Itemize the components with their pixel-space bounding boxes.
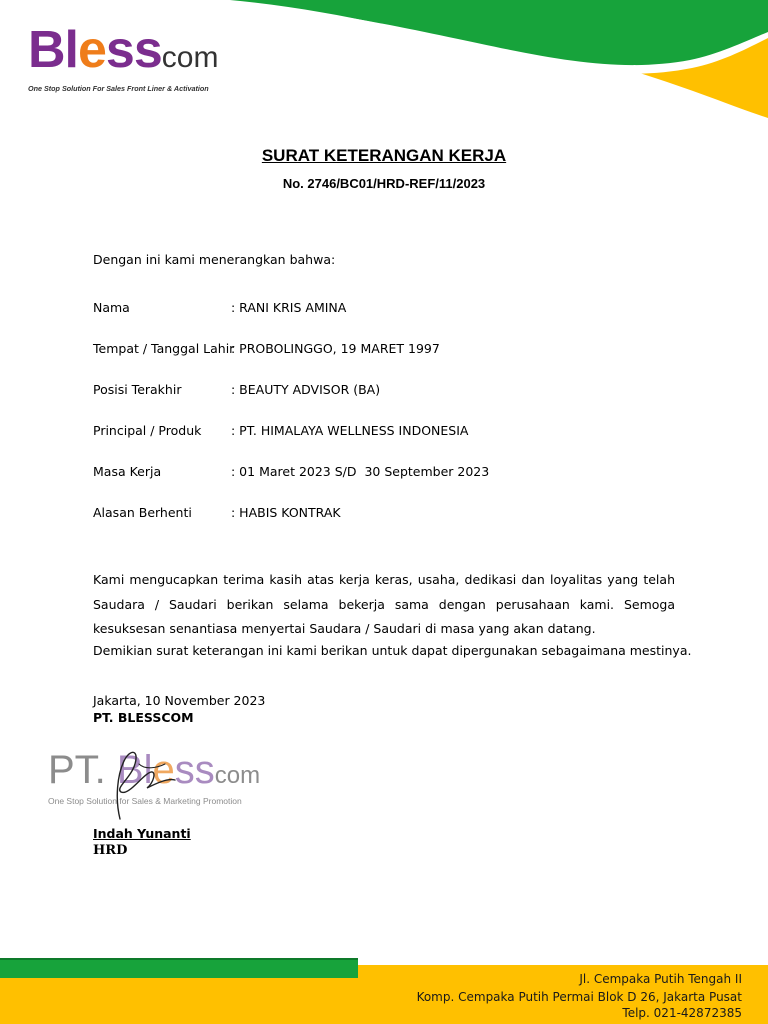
footer-phone: Telp. 021-42872385 (622, 1006, 742, 1020)
field-value-principal-produk: : PT. HIMALAYA WELLNESS INDONESIA (231, 423, 469, 438)
field-label-nama: Nama (93, 300, 130, 315)
blesscom-logo (28, 21, 238, 93)
footer-green-bar (0, 958, 358, 978)
company-name: PT. BLESSCOM (93, 710, 194, 725)
handwritten-signature (95, 744, 185, 824)
logo-tagline: One Stop Solution For Sales Front Liner & Activation (28, 84, 209, 93)
field-label-alasan-berhenti: Alasan Berhenti (93, 505, 192, 520)
place-date: Jakarta, 10 November 2023 (93, 693, 266, 708)
signer-role: HRD (93, 843, 128, 858)
field-label-tempat-tanggal-lahir: Tempat / Tanggal Lahir (93, 341, 235, 356)
field-value-masa-kerja: : 01 Maret 2023 S/D 30 September 2023 (231, 464, 490, 479)
stamp-tagline: One Stop Solution for Sales & Marketing Promotion (48, 796, 242, 806)
field-value-tempat-tanggal-lahir: : PROBOLINGGO, 19 MARET 1997 (231, 341, 440, 356)
field-value-alasan-berhenti: : HABIS KONTRAK (231, 505, 341, 520)
document-title: SURAT KETERANGAN KERJA (261, 146, 507, 165)
field-label-masa-kerja: Masa Kerja (93, 464, 162, 479)
footer-green-edge (0, 958, 358, 960)
field-label-principal-produk: Principal / Produk (93, 423, 202, 438)
thank-you-paragraph: Kami mengucapkan terima kasih atas kerja keras, usaha, dedikasi dan loyalitas yang telah Saudara / Saudari berikan selama bekerja sama dengan perusahaan kami. Semoga kesuksesan senantiasa menyertai Saudara / Saudari di masa yang akan datang. (93, 572, 675, 636)
intro-text: Dengan ini kami menerangkan bahwa: (93, 252, 336, 267)
stamp-wordmark: PT. Blesscom (48, 748, 261, 792)
field-value-nama: : RANI KRIS AMINA (231, 300, 347, 315)
document-number: No. 2746/BC01/HRD-REF/11/2023 (282, 176, 486, 191)
logo-wordmark: Blesscom (28, 21, 219, 79)
field-value-posisi-terakhir: : BEAUTY ADVISOR (BA) (231, 382, 381, 397)
footer-address-line2: Komp. Cempaka Putih Permai Blok D 26, Jakarta Pusat (416, 990, 742, 1004)
field-label-posisi-terakhir: Posisi Terakhir (93, 382, 182, 397)
signer-name: Indah Yunanti (93, 826, 191, 841)
closing-paragraph: Demikian surat keterangan ini kami berikan untuk dapat dipergunakan sebagaimana mestinya. (93, 643, 692, 658)
footer-address-line1: Jl. Cempaka Putih Tengah II (579, 972, 742, 986)
